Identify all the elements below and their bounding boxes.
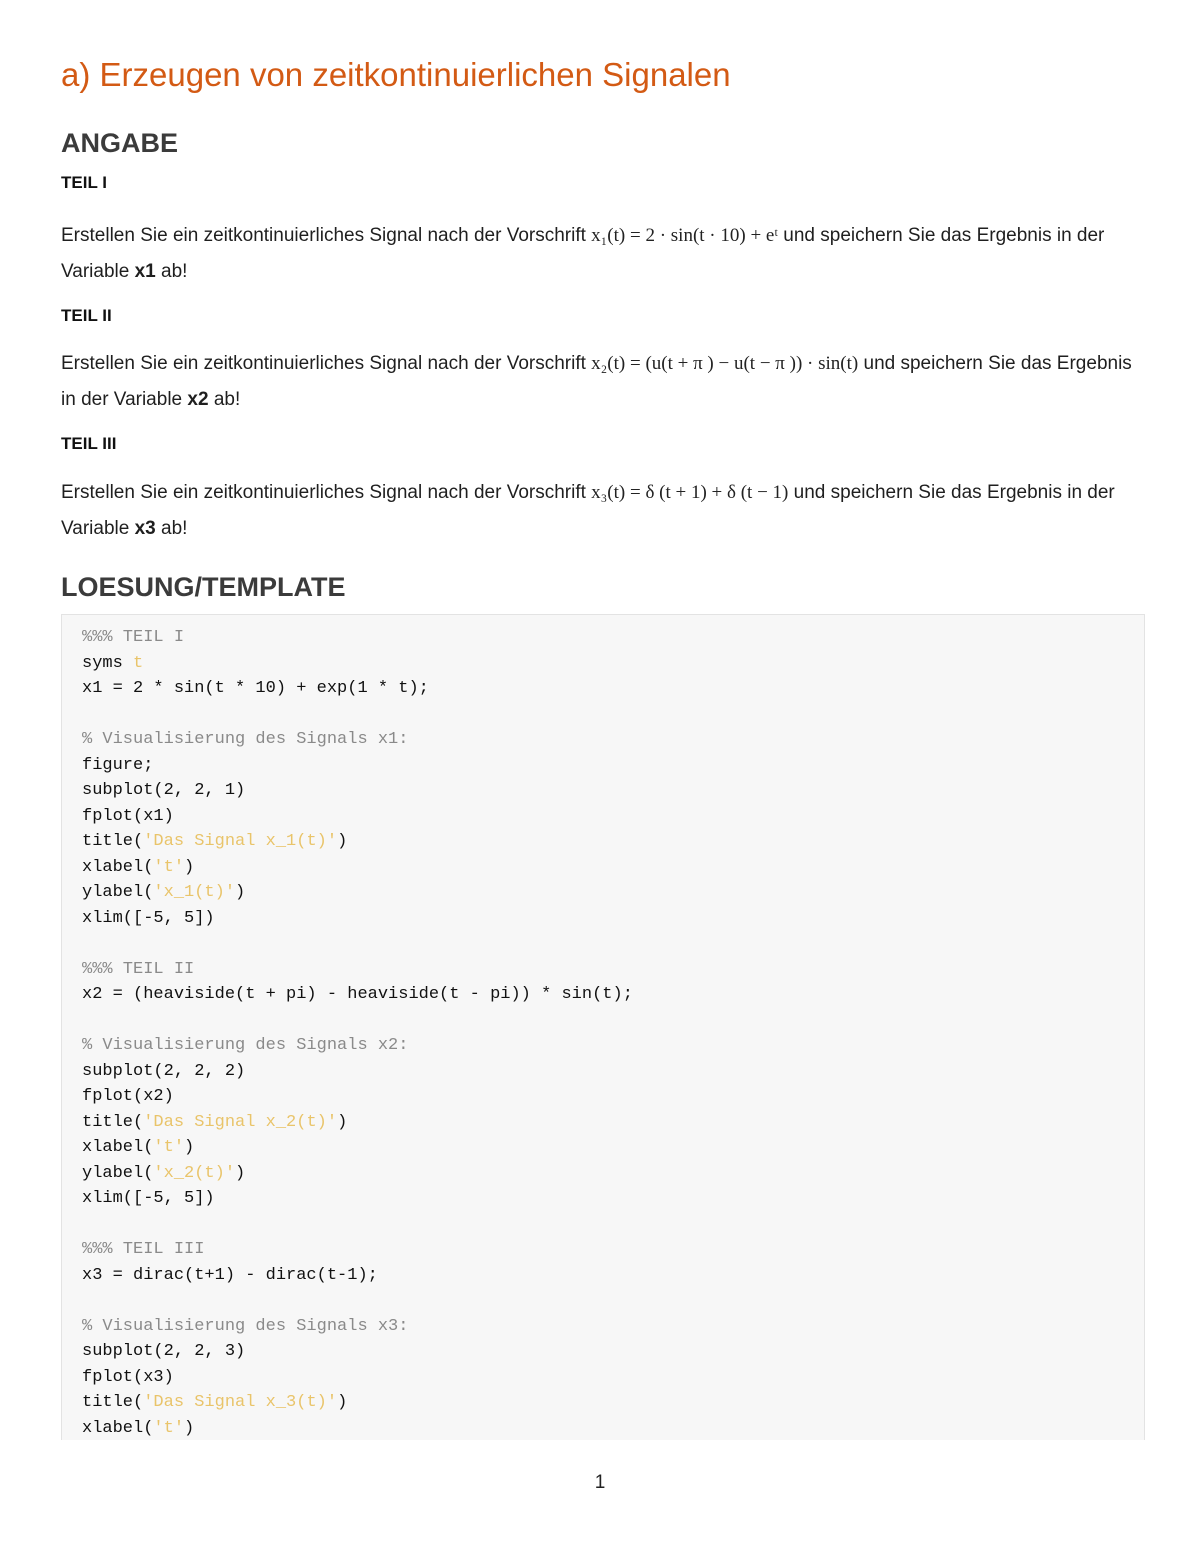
code-token: subplot(2, 2, 2)	[82, 1061, 246, 1081]
code-line	[82, 1033, 633, 1059]
code-string: 'Das Signal x_1(t)'	[143, 832, 338, 851]
code-line	[82, 1161, 633, 1187]
code-token: fplot(x3)	[82, 1367, 174, 1387]
teil1-paragraph	[61, 218, 1141, 290]
code-string: 't'	[153, 1138, 185, 1157]
teil1-formula: x₁(t) = 2 · sin(t · 10) + eᵗ	[591, 225, 778, 246]
teil2-text-before: Erstellen Sie ein zeitkontinuierliches Signal nach der Vorschrift	[61, 353, 586, 374]
teil3-paragraph	[61, 475, 1141, 547]
solution-heading: LOESUNG/TEMPLATE	[61, 572, 346, 602]
code-token: xlabel(	[82, 1138, 154, 1157]
code-line	[82, 931, 633, 957]
code-line	[82, 1288, 633, 1314]
code-token: )	[184, 1138, 195, 1157]
code-token: subplot(2, 2, 3)	[82, 1342, 246, 1361]
code-line	[82, 1008, 633, 1034]
code-line	[82, 1416, 633, 1441]
teil2-text-after: und speichern Sie das Ergebnis in der Variable	[61, 353, 1132, 410]
code-line	[82, 778, 633, 804]
angabe-heading: ANGABE	[61, 128, 179, 158]
teil3-text-after: und speichern Sie das Ergebnis in der Variable	[61, 482, 1115, 539]
code-line	[82, 1135, 633, 1161]
teil1-text-end: ab!	[161, 261, 188, 282]
code-line	[82, 880, 633, 906]
code-token: )	[184, 857, 195, 877]
code-comment: % Visualisierung des Signals x2:	[82, 1036, 409, 1055]
code-token: xlabel(	[82, 857, 154, 877]
code-line	[82, 651, 633, 677]
code-line	[82, 1084, 633, 1110]
code-string: 't'	[153, 1418, 185, 1438]
teil1-heading: TEIL I	[61, 173, 107, 192]
code-token: fplot(x1)	[82, 806, 174, 826]
code-token: t	[133, 653, 144, 673]
code-token: )	[337, 1393, 348, 1412]
code-token: x2 = (heaviside(t + pi) - heaviside(t - pi)) * sin(t);	[82, 985, 633, 1004]
teil3-formula: x₃(t) = δ (t + 1) + δ (t − 1)	[591, 482, 789, 503]
code-line	[82, 727, 633, 753]
teil2-formula: x₂(t) = (u(t + π ) − u(t − π )) · sin(t)	[591, 353, 859, 374]
teil2-heading: TEIL II	[61, 306, 112, 325]
code-token: subplot(2, 2, 1)	[82, 781, 246, 800]
code-line	[82, 1314, 633, 1340]
teil2-variable: x2	[187, 389, 209, 410]
code-line	[82, 1186, 633, 1212]
code-line	[82, 1390, 633, 1416]
teil3-text-before: Erstellen Sie ein zeitkontinuierliches Signal nach der Vorschrift	[61, 482, 586, 503]
code-string: 'x_1(t)'	[153, 883, 236, 902]
code-line	[82, 1365, 633, 1391]
code-comment: %%% TEIL III	[82, 1240, 205, 1259]
code-token: title(	[82, 1393, 144, 1412]
teil3-text-end: ab!	[161, 518, 188, 539]
code-token: x1 = 2 * sin(t * 10) + exp(1 * t);	[82, 679, 429, 698]
code-line	[82, 804, 633, 830]
code-token: )	[337, 1112, 348, 1132]
teil1-variable: x1	[134, 261, 156, 282]
page-number: 1	[594, 1472, 606, 1493]
code-line	[82, 702, 633, 728]
code-string: 'x_2(t)'	[153, 1163, 236, 1183]
teil1-text-before: Erstellen Sie ein zeitkontinuierliches Signal nach der Vorschrift	[61, 225, 586, 246]
code-token: xlim([-5, 5])	[82, 1189, 215, 1208]
code-line	[82, 906, 633, 932]
code-token: x3 = dirac(t+1) - dirac(t-1);	[82, 1265, 378, 1285]
code-token: title(	[82, 1112, 144, 1132]
code-token: xlabel(	[82, 1418, 154, 1438]
code-comment: % Visualisierung des Signals x3:	[82, 1316, 409, 1336]
code-line	[82, 1237, 633, 1263]
code-token: )	[235, 883, 246, 902]
code-token: )	[184, 1418, 195, 1438]
teil2-paragraph	[61, 346, 1141, 418]
code-token: )	[235, 1163, 246, 1183]
code-line	[82, 829, 633, 855]
code-comment: % Visualisierung des Signals x1:	[82, 730, 409, 749]
code-line	[82, 1110, 633, 1136]
code-line	[82, 1212, 633, 1238]
code-line	[82, 957, 633, 983]
code-token: xlim([-5, 5])	[82, 908, 215, 928]
code-string: 't'	[153, 857, 185, 877]
code-line	[82, 1339, 633, 1365]
code-line	[82, 753, 633, 779]
code-token: figure;	[82, 755, 154, 775]
code-string: 'Das Signal x_3(t)'	[143, 1393, 338, 1412]
code-line	[82, 625, 633, 651]
code-token: ylabel(	[82, 883, 154, 902]
teil1-text-after: und speichern Sie das Ergebnis in der Variable	[61, 225, 1105, 282]
code-token: fplot(x2)	[82, 1087, 174, 1106]
page-title: a) Erzeugen von zeitkontinuierlichen Signalen	[61, 56, 731, 93]
code-line	[82, 982, 633, 1008]
code-comment: %%% TEIL I	[82, 628, 185, 647]
teil3-variable: x3	[134, 518, 156, 539]
code-comment: %%% TEIL II	[82, 959, 195, 979]
code-line	[82, 1263, 633, 1289]
code-token: ylabel(	[82, 1163, 154, 1183]
code-string: 'Das Signal x_2(t)'	[143, 1112, 338, 1132]
code-token: )	[337, 832, 348, 851]
code-block	[61, 614, 1145, 1440]
code-line	[82, 855, 633, 881]
code-listing	[82, 625, 633, 1440]
code-token: syms	[82, 653, 134, 673]
teil2-text-end: ab!	[213, 389, 241, 410]
code-token: title(	[82, 832, 144, 851]
code-line	[82, 1059, 633, 1085]
teil3-heading: TEIL III	[61, 434, 117, 453]
code-line	[82, 676, 633, 702]
